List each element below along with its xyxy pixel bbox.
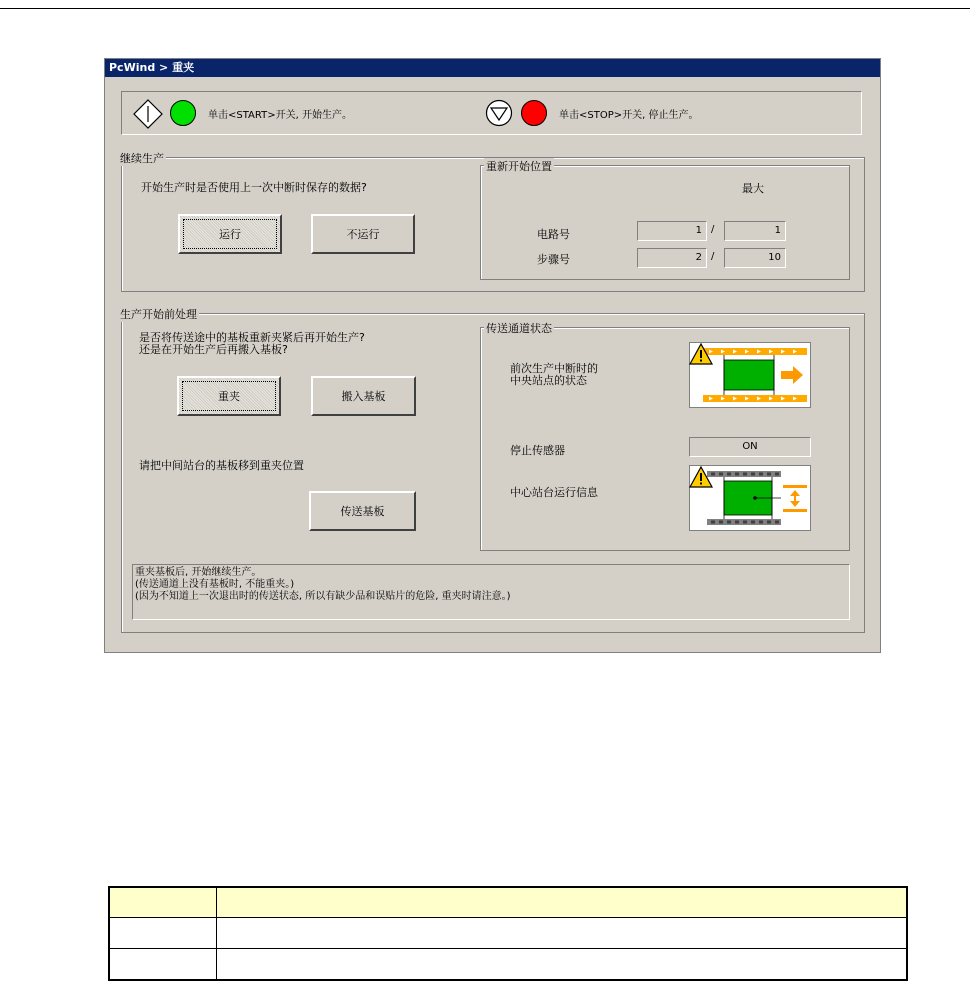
stop-switch-icon bbox=[485, 99, 513, 127]
window-title: PcWind > 重夹 bbox=[105, 59, 880, 77]
step-max-field: 10 bbox=[724, 248, 786, 268]
table-cell bbox=[217, 887, 908, 918]
table-header-row bbox=[109, 887, 907, 918]
start-switch-icon bbox=[133, 99, 163, 129]
message-line-3: (因为不知道上一次退出时的传送状态, 所以有缺少品和误贴片的危险, 重夹时请注意。) bbox=[135, 591, 511, 602]
circuit-number-label: 电路号 bbox=[537, 228, 570, 241]
circuit-separator: / bbox=[711, 224, 715, 235]
page-header-rule bbox=[0, 8, 970, 9]
start-message: 单击<START>开关, 开始生产。 bbox=[208, 110, 352, 121]
table-row bbox=[109, 949, 907, 981]
restart-position-label: 重新开始位置 bbox=[486, 160, 552, 173]
pre-process-label: 生产开始前处理 bbox=[120, 308, 197, 321]
continue-production-label: 继续生产 bbox=[120, 152, 164, 165]
pre-process-question-2: 还是在开始生产后再搬入基板? bbox=[139, 343, 288, 356]
legend-table bbox=[108, 886, 908, 981]
table-cell bbox=[109, 918, 217, 949]
continue-question: 开始生产时是否使用上一次中断时保存的数据? bbox=[141, 181, 367, 194]
step-number-field: 2 bbox=[637, 248, 707, 268]
stop-indicator-light bbox=[521, 100, 547, 126]
table-row bbox=[109, 918, 907, 949]
move-instruction: 请把中间站台的基板移到重夹位置 bbox=[139, 459, 304, 472]
circuit-number-field: 1 bbox=[637, 221, 707, 241]
center-station-diagram bbox=[689, 465, 811, 531]
stop-message: 单击<STOP>开关, 停止生产。 bbox=[559, 110, 699, 121]
pre-process-question-1: 是否将传送途中的基板重新夹紧后再开始生产? bbox=[139, 331, 365, 344]
stop-sensor-field: ON bbox=[689, 437, 811, 457]
circuit-max-field: 1 bbox=[724, 221, 786, 241]
reclamp-button[interactable]: 重夹 bbox=[177, 376, 281, 416]
table-cell bbox=[109, 887, 217, 918]
table-cell bbox=[109, 949, 217, 981]
step-separator: / bbox=[711, 251, 715, 262]
prev-state-line-1: 前次生产中断时的 bbox=[510, 362, 598, 375]
transfer-board-button[interactable]: 传送基板 bbox=[309, 491, 416, 531]
pcwind-window bbox=[104, 58, 881, 653]
start-stop-bar bbox=[121, 91, 862, 135]
conveyor-status-label: 传送通道状态 bbox=[486, 322, 552, 335]
message-line-1: 重夹基板后, 开始继续生产。 bbox=[135, 567, 262, 578]
step-number-label: 步骤号 bbox=[537, 253, 570, 266]
no-run-button[interactable]: 不运行 bbox=[311, 214, 415, 254]
load-board-button[interactable]: 搬入基板 bbox=[311, 376, 416, 416]
stop-sensor-label: 停止传感器 bbox=[510, 444, 565, 457]
table-cell bbox=[217, 949, 908, 981]
prev-state-line-2: 中央站点的状态 bbox=[510, 374, 587, 387]
message-area bbox=[132, 564, 850, 620]
center-info-label: 中心站台运行信息 bbox=[510, 486, 598, 499]
start-indicator-light bbox=[170, 100, 196, 126]
max-label: 最大 bbox=[742, 182, 764, 195]
prev-state-diagram bbox=[689, 342, 811, 408]
run-button[interactable]: 运行 bbox=[178, 214, 282, 254]
table-cell bbox=[217, 918, 908, 949]
message-line-2: (传送通道上没有基板时, 不能重夹。) bbox=[135, 579, 295, 590]
